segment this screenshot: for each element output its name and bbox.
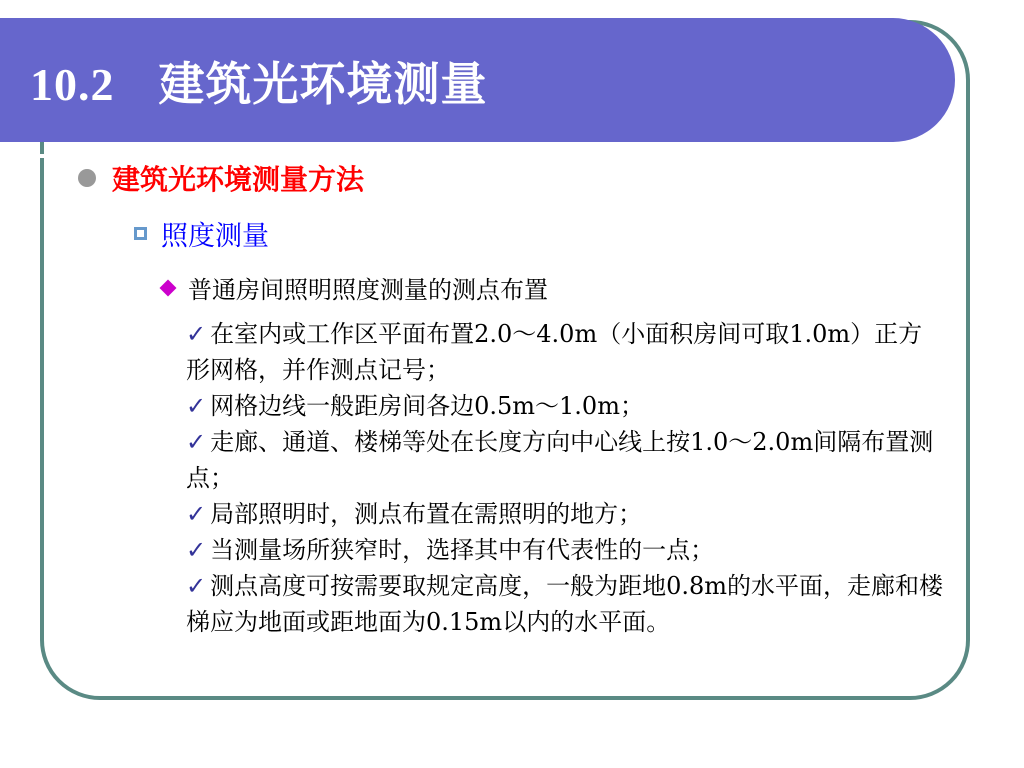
slide-title-text: 建筑光环境测量 — [158, 59, 488, 110]
list-item — [186, 316, 946, 388]
bullet-level3-text: 普通房间照明照度测量的测点布置 — [188, 276, 548, 304]
list-item-text: 走廊、通道、楼梯等处在长度方向中心线上按1.0～2.0m间隔布置测点； — [186, 428, 934, 492]
gray-dot-icon — [78, 169, 96, 187]
checkmark-icon: ✓ — [186, 500, 207, 528]
slide-number: 10.2 — [30, 59, 115, 110]
bullet-level2 — [134, 214, 269, 253]
checklist — [186, 316, 946, 640]
list-item-text: 在室内或工作区平面布置2.0～4.0m（小面积房间可取1.0m）正方形网格，并作测点记号； — [186, 320, 923, 384]
list-item-text: 测点高度可按需要取规定高度，一般为距地0.8m的水平面，走廊和楼梯应为地面或距地面为0.15m以内的水平面。 — [186, 572, 944, 636]
list-item — [186, 424, 946, 496]
checkmark-icon: ✓ — [186, 536, 207, 564]
bullet-level1-text: 建筑光环境测量方法 — [112, 163, 365, 196]
bullet-level3 — [160, 270, 548, 305]
list-item — [186, 568, 946, 640]
list-item-text: 网格边线一般距房间各边0.5m～1.0m； — [210, 392, 644, 420]
bullet-level1 — [78, 158, 364, 198]
list-item-text: 当测量场所狭窄时，选择其中有代表性的一点； — [210, 536, 715, 564]
bullet-level2-text: 照度测量 — [161, 221, 269, 252]
checkmark-icon: ✓ — [186, 428, 207, 456]
checkmark-icon: ✓ — [186, 572, 207, 600]
checkmark-icon: ✓ — [186, 320, 207, 348]
list-item — [186, 532, 946, 568]
list-item — [186, 496, 946, 532]
hollow-square-icon — [134, 227, 147, 240]
list-item-text: 局部照明时，测点布置在需照明的地方； — [210, 500, 643, 528]
list-item — [186, 388, 946, 424]
diamond-icon — [160, 279, 177, 296]
checkmark-icon: ✓ — [186, 392, 207, 420]
